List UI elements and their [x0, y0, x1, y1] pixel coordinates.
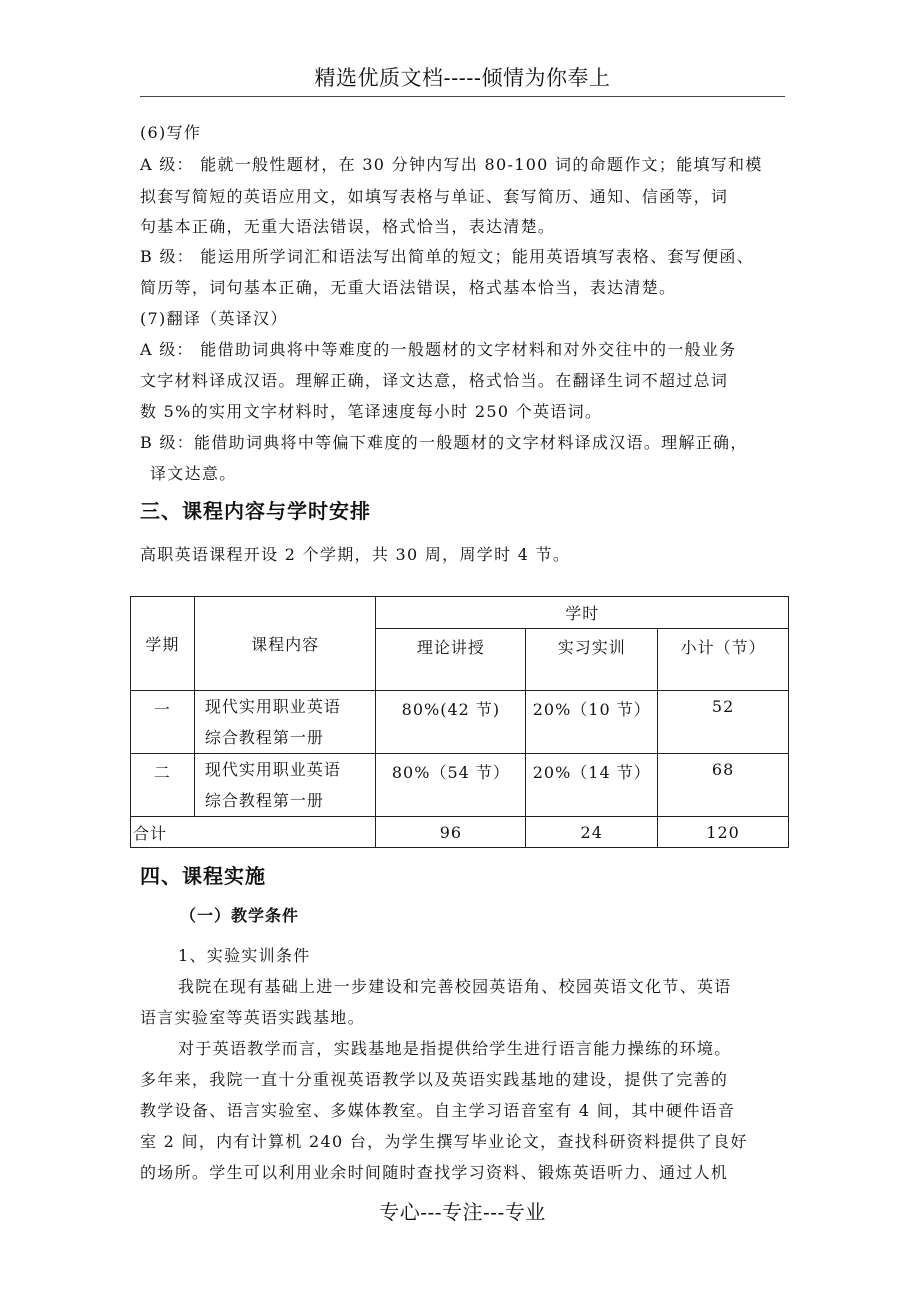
writing-a-line: 句基本正确，无重大语法错误，格式恰当，表达清楚。 [140, 217, 556, 236]
cell-content-line: 综合教程第一册 [204, 791, 324, 810]
writing-a-line: 拟套写简短的英语应用文，如填写表格与单证、套写简历、通知、信函等，词 [140, 187, 729, 206]
header-divider [140, 96, 785, 97]
cell-theory: 80%(42 节) [376, 691, 526, 754]
translation-a-line: 文字材料译成汉语。理解正确，译文达意，格式恰当。在翻译生词不超过总词 [140, 371, 729, 390]
cell-subtotal: 68 [658, 754, 789, 817]
paragraph-line: 室 2 间，内有计算机 240 台，为学生撰写毕业论文，查找科研资料提供了良好 [140, 1132, 748, 1151]
table-row [131, 754, 789, 817]
cell-total-subtotal: 120 [658, 817, 789, 848]
page-header: 精选优质文档-----倾情为你奉上 [314, 66, 611, 90]
cell-term: 一 [131, 691, 195, 754]
translation-b-line: B 级：能借助词典将中等偏下难度的一般题材的文字材料译成汉语。理解正确， [140, 433, 748, 452]
header-content: 课程内容 [194, 597, 376, 691]
writing-b-line: B 级： 能运用所学词汇和语法写出简单的短文；能用英语填写表格、套写便函、 [140, 247, 755, 266]
translation-a-line: 数 5%的实用文字材料时，笔译速度每小时 250 个英语词。 [140, 402, 603, 421]
table-header-row [131, 597, 789, 629]
page-footer: 专心---专注---专业 [379, 1200, 546, 1224]
cell-content-line: 现代实用职业英语 [204, 697, 341, 716]
translation-title: (7)翻译（英译汉） [140, 309, 288, 328]
cell-theory: 80%（54 节） [376, 754, 526, 817]
cell-practice: 20%（10 节） [526, 691, 658, 754]
header-theory: 理论讲授 [376, 629, 526, 691]
translation-a-line: A 级： 能借助词典将中等难度的一般题材的文字材料和对外交往中的一般业务 [140, 340, 737, 359]
paragraph-line: 多年来，我院一直十分重视英语教学以及英语实践基地的建设，提供了完善的 [140, 1070, 729, 1089]
paragraph-line: 对于英语教学而言，实践基地是指提供给学生进行语言能力操练的环境。 [178, 1039, 732, 1058]
writing-title: (6)写作 [140, 123, 202, 142]
table-total-row [131, 817, 789, 848]
cell-content-line: 现代实用职业英语 [204, 760, 341, 779]
header-hours: 学时 [376, 597, 789, 629]
writing-b-line: 简历等，词句基本正确，无重大语法错误，格式基本恰当，表达清楚。 [140, 278, 677, 297]
paragraph-line: 教学设备、语言实验室、多媒体教室。自主学习语音室有 4 间，其中硬件语音 [140, 1101, 736, 1120]
schedule-table [130, 596, 789, 848]
cell-content [194, 691, 376, 754]
cell-total-theory: 96 [376, 817, 526, 848]
section3-intro: 高职英语课程开设 2 个学期，共 30 周，周学时 4 节。 [140, 545, 571, 564]
cell-total-label: 合计 [131, 817, 376, 848]
header-term: 学期 [131, 597, 195, 691]
paragraph-line: 的场所。学生可以利用业余时间随时查找学习资料、锻炼英语听力、通过人机 [140, 1163, 729, 1182]
cell-practice: 20%（14 节） [526, 754, 658, 817]
cell-term: 二 [131, 754, 195, 817]
section4-heading: 四、课程实施 [140, 864, 266, 888]
item-heading: 1、实验实训条件 [178, 946, 311, 965]
cell-content-line: 综合教程第一册 [204, 728, 324, 747]
section4-subheading: （一）教学条件 [180, 906, 300, 925]
cell-subtotal: 52 [658, 691, 789, 754]
translation-b-line: 译文达意。 [150, 464, 237, 483]
paragraph-line: 语言实验室等英语实践基地。 [140, 1008, 365, 1027]
writing-a-line: A 级： 能就一般性题材，在 30 分钟内写出 80-100 词的命题作文；能填写和模 [140, 155, 763, 174]
paragraph-line: 我院在现有基础上进一步建设和完善校园英语角、校园英语文化节、英语 [178, 977, 732, 996]
cell-content [194, 754, 376, 817]
table-row [131, 691, 789, 754]
section3-heading: 三、课程内容与学时安排 [140, 499, 371, 523]
header-practice: 实习实训 [526, 629, 658, 691]
header-subtotal: 小计（节） [658, 629, 789, 691]
cell-total-practice: 24 [526, 817, 658, 848]
